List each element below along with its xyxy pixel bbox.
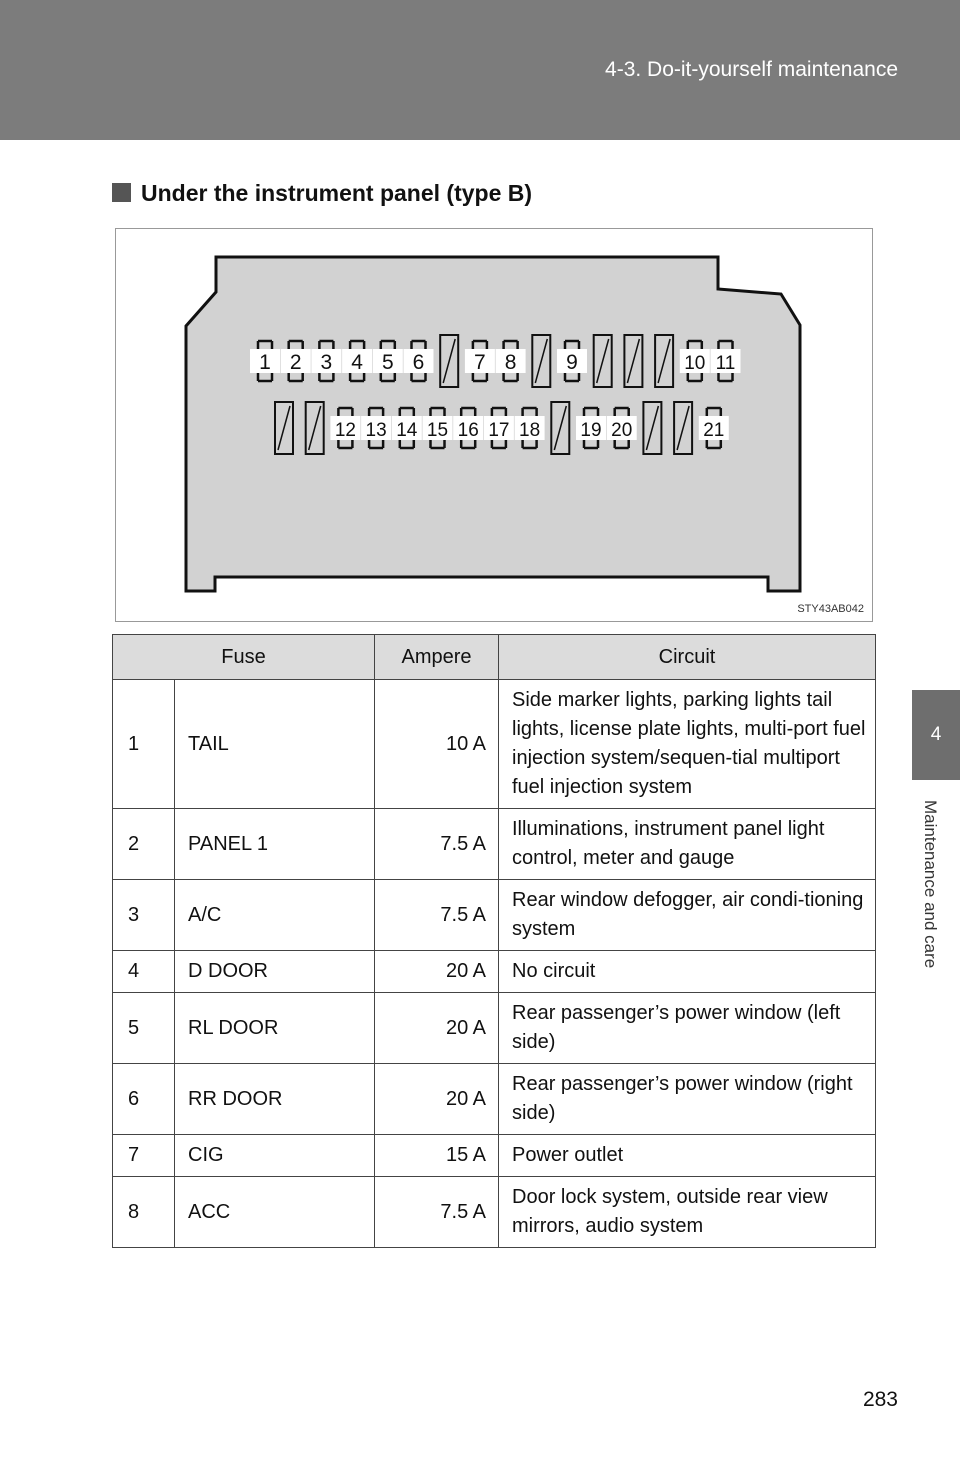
fuse-name: D DOOR (175, 951, 375, 993)
fuse-slot-number: 15 (426, 420, 449, 441)
fuse-name: PANEL 1 (175, 809, 375, 880)
fuse-ampere: 20 A (375, 993, 499, 1064)
heading-text: Under the instrument panel (type B) (141, 180, 533, 206)
fuse-box-drawing (116, 229, 872, 621)
fuse-ampere: 7.5 A (375, 880, 499, 951)
fuse-circuit: Side marker lights, parking lights tail lights, license plate lights, multi-port fuel injection system/sequen-tial multiport fuel injection system (499, 680, 876, 809)
table-row (113, 1135, 876, 1177)
header-circuit: Circuit (499, 635, 876, 680)
table-row (113, 1177, 876, 1248)
fuse-name: TAIL (175, 680, 375, 809)
fuse-slot-number: 17 (488, 420, 510, 441)
fuse-ampere: 20 A (375, 1064, 499, 1135)
fuse-slot-number: 13 (365, 420, 387, 441)
fuse-slot-number: 20 (611, 420, 633, 441)
fuse-slot-number: 11 (715, 353, 736, 374)
fuse-number: 6 (113, 1064, 175, 1135)
header-fuse: Fuse (113, 635, 375, 680)
chapter-tab: 4 (912, 690, 960, 780)
fuse-name: A/C (175, 880, 375, 951)
fuse-table (112, 634, 876, 1248)
fuse-circuit: Illuminations, instrument panel light control, meter and gauge (499, 809, 876, 880)
fuse-slot-number: 3 (320, 351, 333, 374)
fuse-box-diagram (115, 228, 873, 622)
table-row (113, 951, 876, 993)
fuse-name: RL DOOR (175, 993, 375, 1064)
fuse-name: CIG (175, 1135, 375, 1177)
fuse-ampere: 7.5 A (375, 809, 499, 880)
fuse-slot-number: 6 (412, 351, 425, 374)
fuse-circuit: Rear window defogger, air condi-tioning system (499, 880, 876, 951)
page-header (0, 0, 960, 140)
table-row (113, 1064, 876, 1135)
fuse-slot-number: 8 (504, 351, 517, 374)
fuse-slot-number: 7 (474, 351, 486, 374)
fuse-slot-number: 2 (289, 351, 302, 374)
section-heading (112, 180, 532, 207)
table-row (113, 809, 876, 880)
fuse-slot-number: 10 (684, 353, 706, 374)
fuse-circuit: Door lock system, outside rear view mirrors, audio system (499, 1177, 876, 1248)
fuse-number: 3 (113, 880, 175, 951)
fuse-slot-number: 19 (580, 420, 602, 441)
square-bullet-icon (112, 183, 131, 202)
figure-code: STY43AB042 (797, 603, 864, 615)
table-row (113, 680, 876, 809)
fuse-slot-number: 4 (351, 351, 363, 374)
chapter-title: Maintenance and care (921, 800, 940, 969)
section-title: 4-3. Do-it-yourself maintenance (605, 58, 898, 81)
fuse-number: 4 (113, 951, 175, 993)
fuse-number: 1 (113, 680, 175, 809)
fuse-circuit: No circuit (499, 951, 876, 993)
fuse-slot-number: 12 (334, 420, 356, 441)
fuse-number: 7 (113, 1135, 175, 1177)
fuse-slot-number: 16 (457, 420, 479, 441)
fuse-slot-number: 1 (259, 351, 271, 374)
fuse-slot-number: 21 (703, 420, 725, 441)
fuse-circuit: Rear passenger’s power window (right side) (499, 1064, 876, 1135)
fuse-ampere: 15 A (375, 1135, 499, 1177)
fuse-number: 2 (113, 809, 175, 880)
fuse-circuit: Power outlet (499, 1135, 876, 1177)
chapter-label (920, 800, 944, 1030)
fuse-slot-number: 9 (566, 351, 578, 374)
fuse-ampere: 20 A (375, 951, 499, 993)
fuse-ampere: 10 A (375, 680, 499, 809)
table-row (113, 993, 876, 1064)
header-ampere: Ampere (375, 635, 499, 680)
fuse-ampere: 7.5 A (375, 1177, 499, 1248)
table-row (113, 880, 876, 951)
fuse-name: ACC (175, 1177, 375, 1248)
fuse-name: RR DOOR (175, 1064, 375, 1135)
fuse-slot-number: 5 (381, 351, 394, 374)
fuse-circuit: Rear passenger’s power window (left side) (499, 993, 876, 1064)
table-header-row (113, 635, 876, 680)
fuse-number: 5 (113, 993, 175, 1064)
page-number: 283 (862, 1388, 898, 1411)
fuse-number: 8 (113, 1177, 175, 1248)
fuse-slot-number: 14 (396, 420, 418, 441)
fuse-slot-number: 18 (519, 420, 541, 441)
